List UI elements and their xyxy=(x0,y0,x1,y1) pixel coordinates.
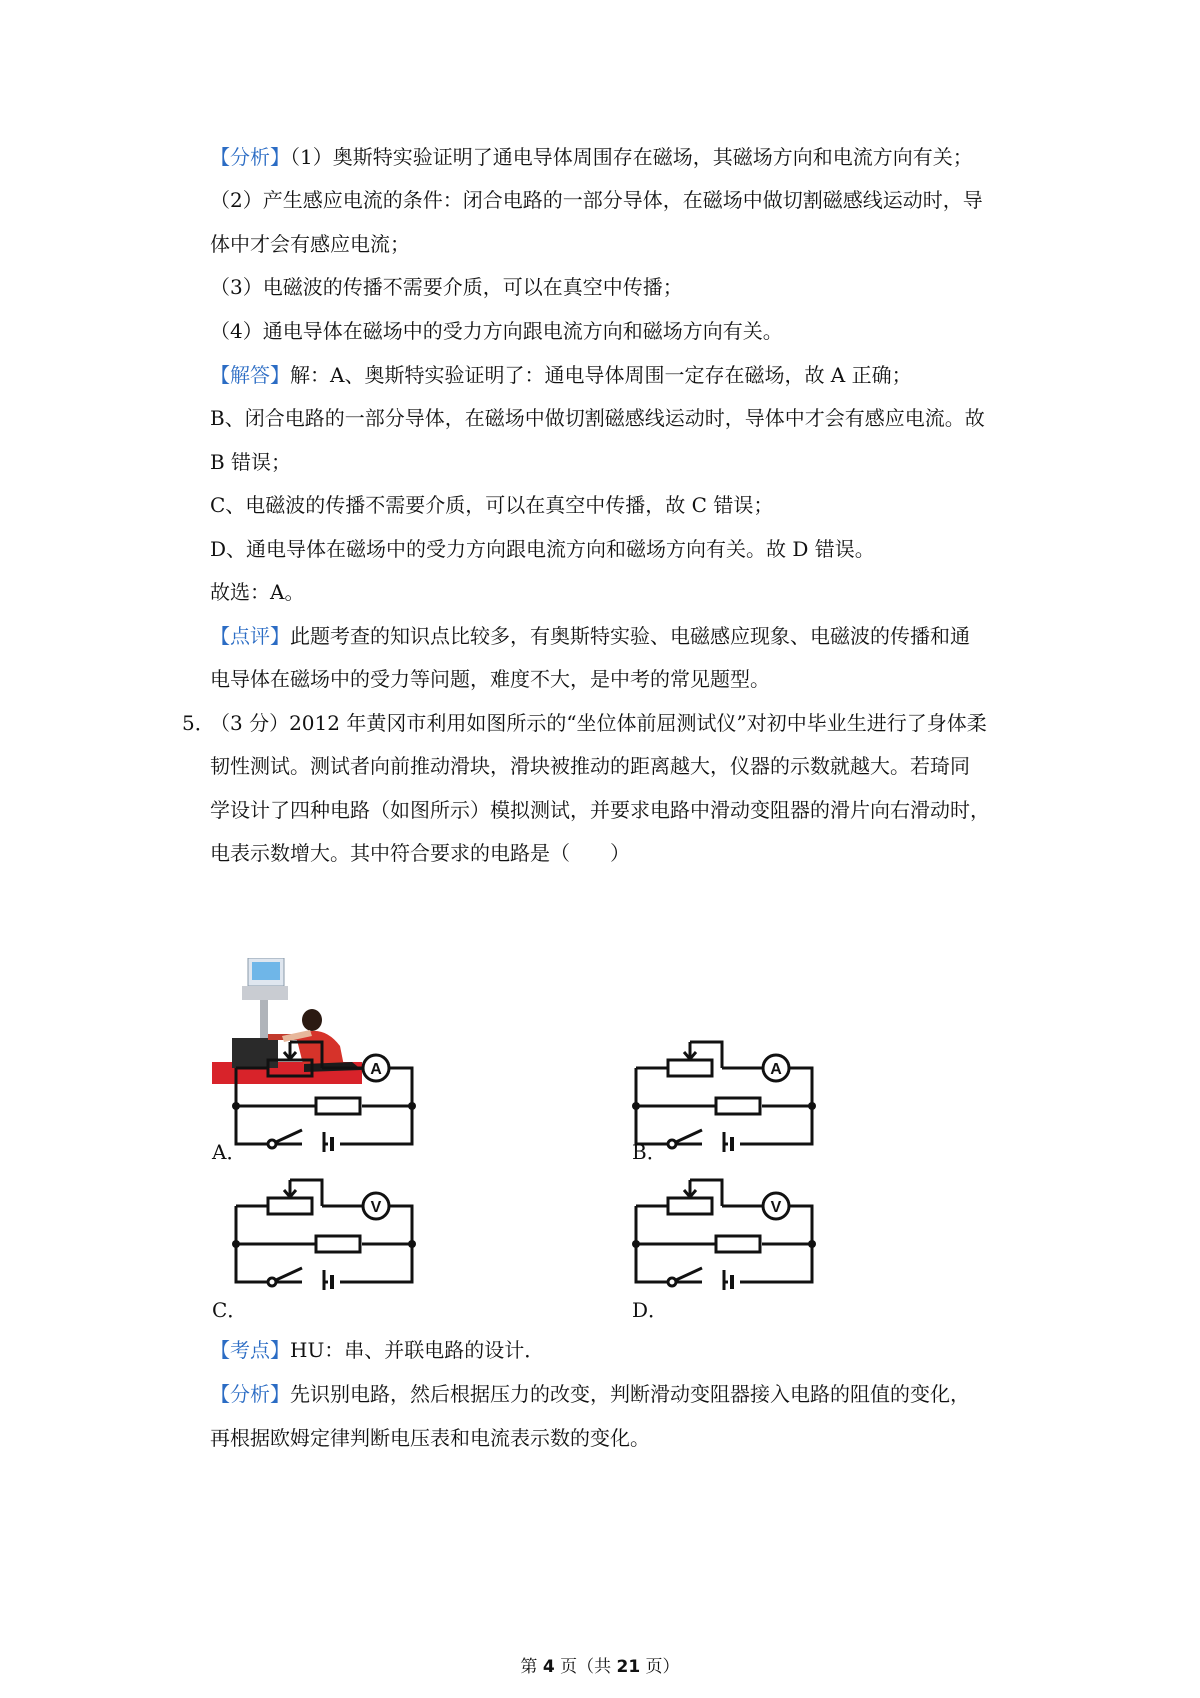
fixed-resistor xyxy=(716,1098,760,1114)
meter-label: V xyxy=(370,1199,382,1216)
question-line-4: 电表示数增大。其中符合要求的电路是（ ） xyxy=(210,841,630,865)
junction xyxy=(632,1240,640,1248)
page-number: 4 xyxy=(542,1657,555,1677)
analysis2-line-2: 再根据欧姆定律判断电压表和电流表示数的变化。 xyxy=(210,1426,650,1450)
switch-blade xyxy=(676,1130,702,1142)
question-line-2: 韧性测试。测试者向前推动滑块，滑块被推动的距离越大，仪器的示数就越大。若琦同 xyxy=(210,754,970,778)
analysis-line-4: （3）电磁波的传播不需要介质，可以在真空中传播； xyxy=(210,275,683,299)
slider-wire xyxy=(684,1180,722,1206)
answer-line-5: D、通电导体在磁场中的受力方向跟电流方向和磁场方向有关。故 D 错误。 xyxy=(210,537,875,561)
switch-blade xyxy=(276,1130,302,1142)
page-total: 21 xyxy=(616,1657,641,1677)
analysis-line-5: （4）通电导体在磁场中的受力方向跟电流方向和磁场方向有关。 xyxy=(210,319,783,343)
answer-line-2: B、闭合电路的一部分导体，在磁场中做切割磁感线运动时，导体中才会有感应电流。故 xyxy=(210,406,985,430)
answer-tag: 【解答】 xyxy=(210,363,290,387)
analysis2-line-1: 【分析】先识别电路，然后根据压力的改变，判断滑动变阻器接入电路的阻值的变化， xyxy=(210,1382,970,1406)
junction xyxy=(232,1240,240,1248)
rheostat xyxy=(668,1198,712,1214)
junction xyxy=(408,1240,416,1248)
meter-label: V xyxy=(770,1199,782,1216)
answer-line-3: B 错误； xyxy=(210,450,292,474)
question-line-3: 学设计了四种电路（如图所示）模拟测试，并要求电路中滑动变阻器的滑片向右滑动时， xyxy=(210,798,990,822)
analysis-line-3: 体中才会有感应电流； xyxy=(210,232,410,256)
analysis2-tag: 【分析】 xyxy=(210,1382,290,1406)
answer-line-6: 故选：A。 xyxy=(210,580,305,604)
analysis-line-2: （2）产生感应电流的条件：闭合电路的一部分导体，在磁场中做切割磁感线运动时，导 xyxy=(210,188,983,212)
fixed-resistor xyxy=(316,1098,360,1114)
meter-label: A xyxy=(370,1061,382,1078)
switch-pivot xyxy=(268,1278,276,1286)
fixed-resistor xyxy=(316,1236,360,1252)
circuit-diagram-b xyxy=(632,1038,844,1152)
comment-line-2: 电导体在磁场中的受力等问题，难度不大，是中考的常见题型。 xyxy=(210,667,770,691)
switch-pivot xyxy=(668,1140,676,1148)
page-footer: 第 4 页（共 21 页） xyxy=(520,1657,680,1677)
option-c-label: C． xyxy=(212,1298,248,1322)
kaodian-tag: 【考点】 xyxy=(210,1338,290,1362)
junction xyxy=(408,1102,416,1110)
option-a-label: A． xyxy=(212,1140,247,1164)
rheostat xyxy=(268,1198,312,1214)
switch-pivot xyxy=(668,1278,676,1286)
option-b-label: B． xyxy=(632,1140,667,1164)
switch-pivot xyxy=(268,1140,276,1148)
slider-wire xyxy=(284,1042,322,1068)
slider-wire xyxy=(284,1180,322,1206)
switch-blade xyxy=(276,1268,302,1280)
comment-tag: 【点评】 xyxy=(210,624,290,648)
comment-line-1: 【点评】此题考查的知识点比较多，有奥斯特实验、电磁感应现象、电磁波的传播和通 xyxy=(210,624,970,648)
analysis-line-1: 【分析】（1）奥斯特实验证明了通电导体周围存在磁场，其磁场方向和电流方向有关； xyxy=(210,145,973,169)
answer-line-1: 【解答】解：A、奥斯特实验证明了：通电导体周围一定存在磁场，故 A 正确； xyxy=(210,363,912,387)
junction xyxy=(808,1102,816,1110)
circuit-diagram-a xyxy=(232,1038,444,1152)
answer-line-4: C、电磁波的传播不需要介质，可以在真空中传播，故 C 错误； xyxy=(210,493,774,517)
question-line-1: （3 分）2012 年黄冈市利用如图所示的“坐位体前屈测试仪”对初中毕业生进行了身体柔 xyxy=(210,711,987,735)
rheostat xyxy=(268,1060,312,1076)
analysis-tag: 【分析】 xyxy=(210,145,290,169)
circuit-diagram-c xyxy=(232,1176,444,1290)
option-d-label: D． xyxy=(632,1298,669,1322)
rheostat xyxy=(668,1060,712,1076)
fixed-resistor xyxy=(716,1236,760,1252)
question-number: 5． xyxy=(182,711,215,735)
meter-label: A xyxy=(770,1061,782,1078)
kaodian-line: 【考点】HU：串、并联电路的设计． xyxy=(210,1338,545,1362)
slider-wire xyxy=(684,1042,722,1068)
switch-blade xyxy=(676,1268,702,1280)
junction xyxy=(232,1102,240,1110)
junction xyxy=(808,1240,816,1248)
junction xyxy=(632,1102,640,1110)
circuit-diagram-d xyxy=(632,1176,844,1290)
